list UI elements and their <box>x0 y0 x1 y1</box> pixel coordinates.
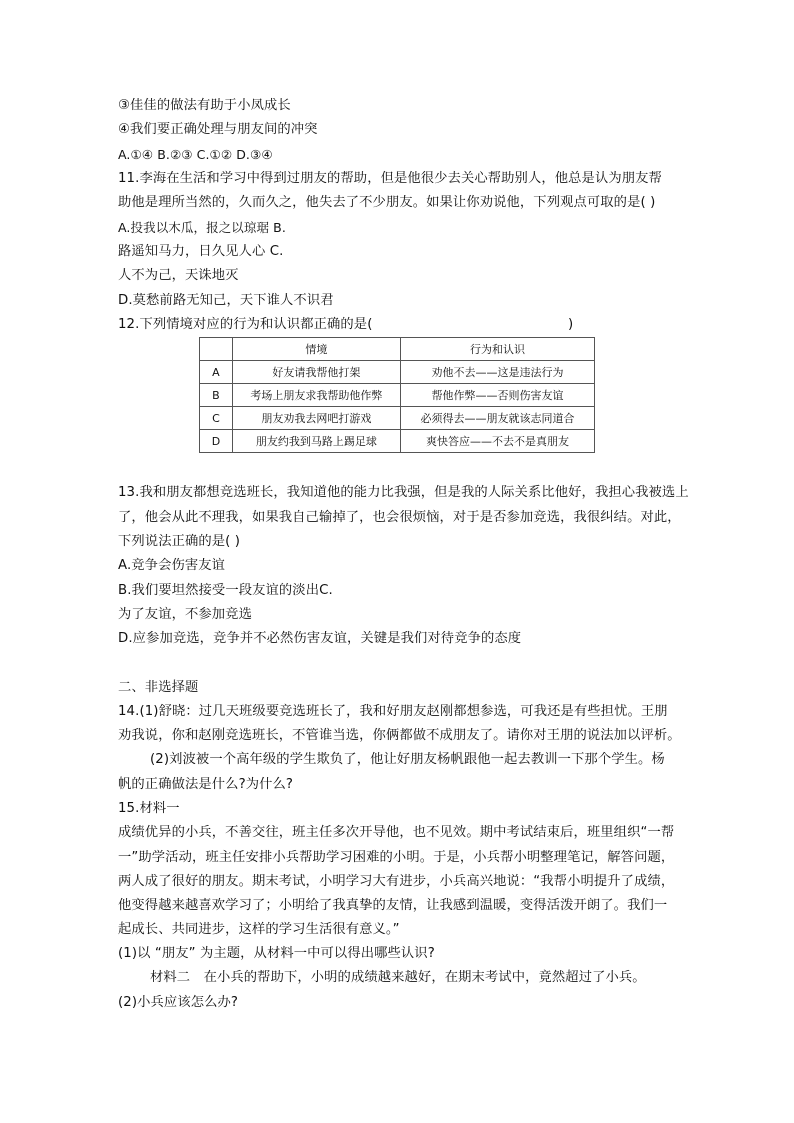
table-cell-option: D <box>200 430 233 453</box>
q15-material1-line4: 他变得越来越喜欢学习了；小明给了我真挚的友情，让我感到温暖，变得活泼开朗了。我们一 <box>118 898 668 913</box>
table-row <box>200 407 595 430</box>
table-cell-situation: 朋友劝我去网吧打游戏 <box>232 407 400 430</box>
q15-question1: (1)以 “朋友” 为主题，从材料一中可以得出哪些认识? <box>118 946 435 961</box>
table-row <box>200 384 595 407</box>
q13-choice-b: B.我们要坦然接受一段友谊的淡出C. <box>118 583 333 598</box>
table-cell-action: 帮他作弊——否则伤害友谊 <box>400 384 594 407</box>
table-cell-option: B <box>200 384 233 407</box>
table-cell-action: 爽快答应——不去不是真朋友 <box>400 430 594 453</box>
q12-stem-paren: ) <box>568 317 574 332</box>
q13-stem-line2: 了，他会从此不理我，如果我自己输掉了，也会很烦恼，对于是否参加竞选，我很纠结。对此， <box>118 510 681 525</box>
q15-material1-line1: 成绩优异的小兵，不善交往，班主任多次开导他，也不见效。期中考试结束后，班里组织“一帮 <box>118 825 675 840</box>
table-cell-option: C <box>200 407 233 430</box>
option-statement-4: ④我们要正确处理与朋友间的冲突 <box>118 122 318 137</box>
q13-choice-c: 为了友谊，不参加竞选 <box>118 607 252 622</box>
table-cell-situation: 好友请我帮他打架 <box>232 361 400 384</box>
q11-choice-b: 路遥知马力，日久见人心 C. <box>118 244 284 259</box>
q14-line4: 帆的正确做法是什么?为什么? <box>118 777 294 792</box>
table-header-cell: 行为和认识 <box>400 338 594 361</box>
q11-stem-line1: 11.李海在生活和学习中得到过朋友的帮助，但是他很少去关心帮助别人，他总是认为朋友帮 <box>118 171 662 186</box>
q11-choice-d: D.莫愁前路无知己，天下谁人不识君 <box>118 293 334 308</box>
q13-choice-a: A.竞争会伤害友谊 <box>118 558 226 573</box>
q13-choice-d: D.应参加竞选，竞争并不必然伤害友谊，关键是我们对待竞争的态度 <box>118 631 522 646</box>
q10-choices: A.①④ B.②③ C.①② D.③④ <box>118 147 273 162</box>
table-row <box>200 361 595 384</box>
q12-table <box>199 337 595 453</box>
q11-stem-line2: 助他是理所当然的，久而久之，他失去了不少朋友。如果让你劝说他，下列观点可取的是( ) <box>118 195 656 210</box>
option-statement-3: ③佳佳的做法有助于小凤成长 <box>118 98 291 113</box>
q15-material1-line3: 两人成了很好的朋友。期末考试，小明学习大有进步，小兵高兴地说：“我帮小明提升了成绩， <box>118 874 675 889</box>
q15-heading: 15.材料一 <box>118 801 180 816</box>
q15-question2: (2)小兵应该怎么办? <box>118 995 239 1010</box>
q14-line3: (2)刘波被一个高年级的学生欺负了，他让好朋友杨帆跟他一起去教训一下那个学生。杨 <box>150 752 665 767</box>
table-cell-situation: 考场上朋友求我帮助他作弊 <box>232 384 400 407</box>
q14-line1: 14.(1)舒晓：过几天班级要竞选班长了，我和好朋友赵刚都想参选，可我还是有些担忧。王朋 <box>118 704 668 719</box>
q15-material2: 材料二 在小兵的帮助下，小明的成绩越来越好，在期末考试中，竟然超过了小兵。 <box>150 970 646 985</box>
section-heading: 二、非选择题 <box>118 680 199 695</box>
q11-choice-c: 人不为己，天诛地灭 <box>118 268 239 283</box>
table-cell-situation: 朋友约我到马路上踢足球 <box>232 430 400 453</box>
q12-stem: 12.下列情境对应的行为和认识都正确的是( <box>118 317 373 332</box>
q13-stem-line3: 下列说法正确的是( ) <box>118 534 241 549</box>
q15-material1-line2: 一”助学活动，班主任安排小兵帮助学习困难的小明。于是，小兵帮小明整理笔记，解答问题， <box>118 850 675 865</box>
q14-line2: 劝我说，你和赵刚竞选班长，不管谁当选，你俩都做不成朋友了。请你对王朋的说法加以评析。 <box>118 728 681 743</box>
table-cell-option: A <box>200 361 233 384</box>
q11-choice-a: A.投我以木瓜，报之以琼琚 B. <box>118 220 286 235</box>
table-cell-action: 必须得去——朋友就该志同道合 <box>400 407 594 430</box>
table-header-cell: 情境 <box>232 338 400 361</box>
q13-stem-line1: 13.我和朋友都想竞选班长，我知道他的能力比我强，但是我的人际关系比他好，我担心我被选上 <box>118 485 689 500</box>
table-header-cell <box>200 338 233 361</box>
table-header-row <box>200 338 595 361</box>
q15-material1-line5: 起成长、共同进步，这样的学习生活很有意义。” <box>118 922 400 937</box>
table-row <box>200 430 595 453</box>
table-cell-action: 劝他不去——这是违法行为 <box>400 361 594 384</box>
